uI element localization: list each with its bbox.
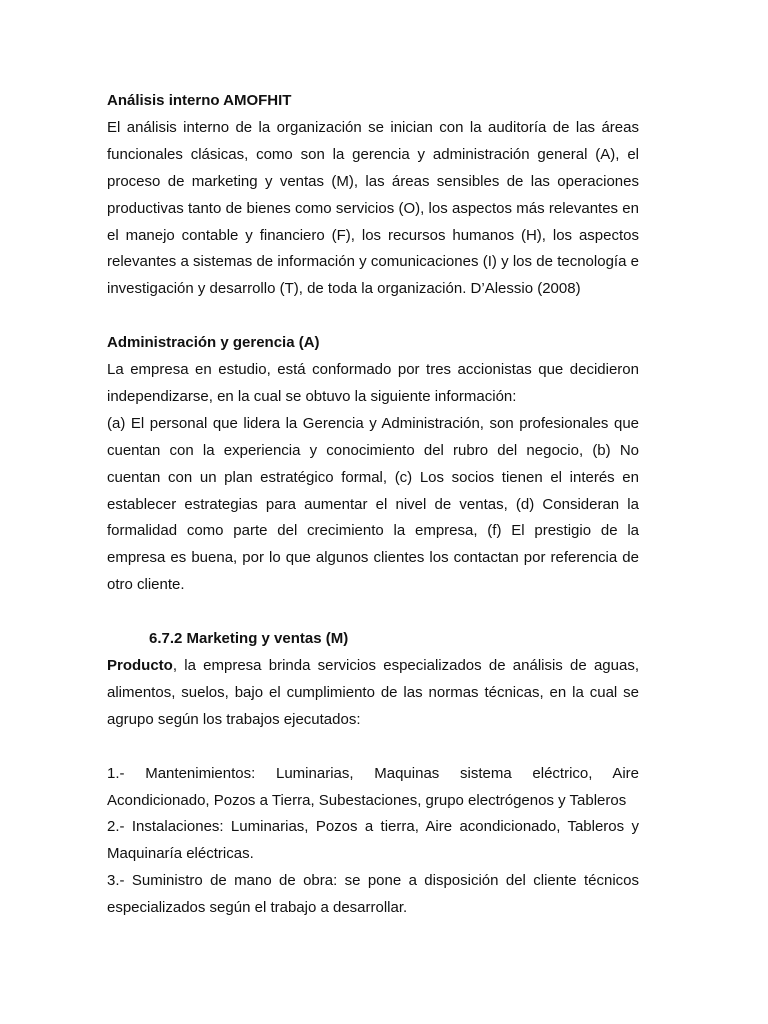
producto-paragraph bbox=[107, 653, 639, 734]
document-page bbox=[107, 88, 639, 922]
amofhit-paragraph: El análisis interno de la organización se inician con la auditoría de las áreas funcionales clásicas, como son la gerencia y administración general (A), el proceso de marketing y ventas (M), las áreas sensibles de las operaciones productivas tanto de bienes como servicios (O), los aspectos más relevantes en el manejo contable y financiero (F), los recursos humanos (H), los aspectos relevantes a sistemas de información y comunicaciones (I) y los de tecnología e investigación y desarrollo (T), de toda la organización. D’Alessio (2008) bbox=[107, 118, 639, 298]
producto-lead: Producto bbox=[107, 657, 173, 674]
section-title-administracion: Administración y gerencia (A) bbox=[107, 334, 320, 352]
list-item: 3.- Suministro de mano de obra: se pone a disposición del cliente técnicos especializados según el trabajo a desarrollar. bbox=[107, 872, 639, 917]
blank-line bbox=[107, 303, 639, 330]
section-title-amofhit: Análisis interno AMOFHIT bbox=[107, 92, 292, 109]
administracion-intro-paragraph: La empresa en estudio, está conformado por tres accionistas que decidieron independizarse, en la cual se obtuvo la siguiente información: bbox=[107, 361, 639, 405]
section-title-marketing: 6.7.2 Marketing y ventas (M) bbox=[149, 630, 349, 648]
blank-line bbox=[107, 734, 639, 761]
producto-text: , la empresa brinda servicios especializados de análisis de aguas, alimentos, suelos, bajo el cumplimiento de las normas técnicas, en la cual se agrupo según los trabajos ejecutados: bbox=[107, 657, 639, 728]
administracion-findings-paragraph: (a) El personal que lidera la Gerencia y Administración, son profesionales que cuentan con la experiencia y conocimiento del rubro del negocio, (b) No cuentan con un plan estratégico formal, (c) Los socios tienen el interés en establecer estrategias para aumentar el nivel de ventas, (d) Consideran la formalidad como parte del crecimiento la empresa, (f) El prestigio de la empresa es buena, por lo que algunos clientes los contactan por referencia de otro cliente. bbox=[107, 414, 639, 594]
blank-line bbox=[107, 599, 639, 626]
list-item: 2.- Instalaciones: Luminarias, Pozos a tierra, Aire acondicionado, Tableros y Maquinaría eléctricas. bbox=[107, 818, 639, 863]
list-item: 1.- Mantenimientos: Luminarias, Maquinas sistema eléctrico, Aire Acondicionado, Pozos a Tierra, Subestaciones, grupo electrógenos y Tableros bbox=[107, 764, 639, 809]
